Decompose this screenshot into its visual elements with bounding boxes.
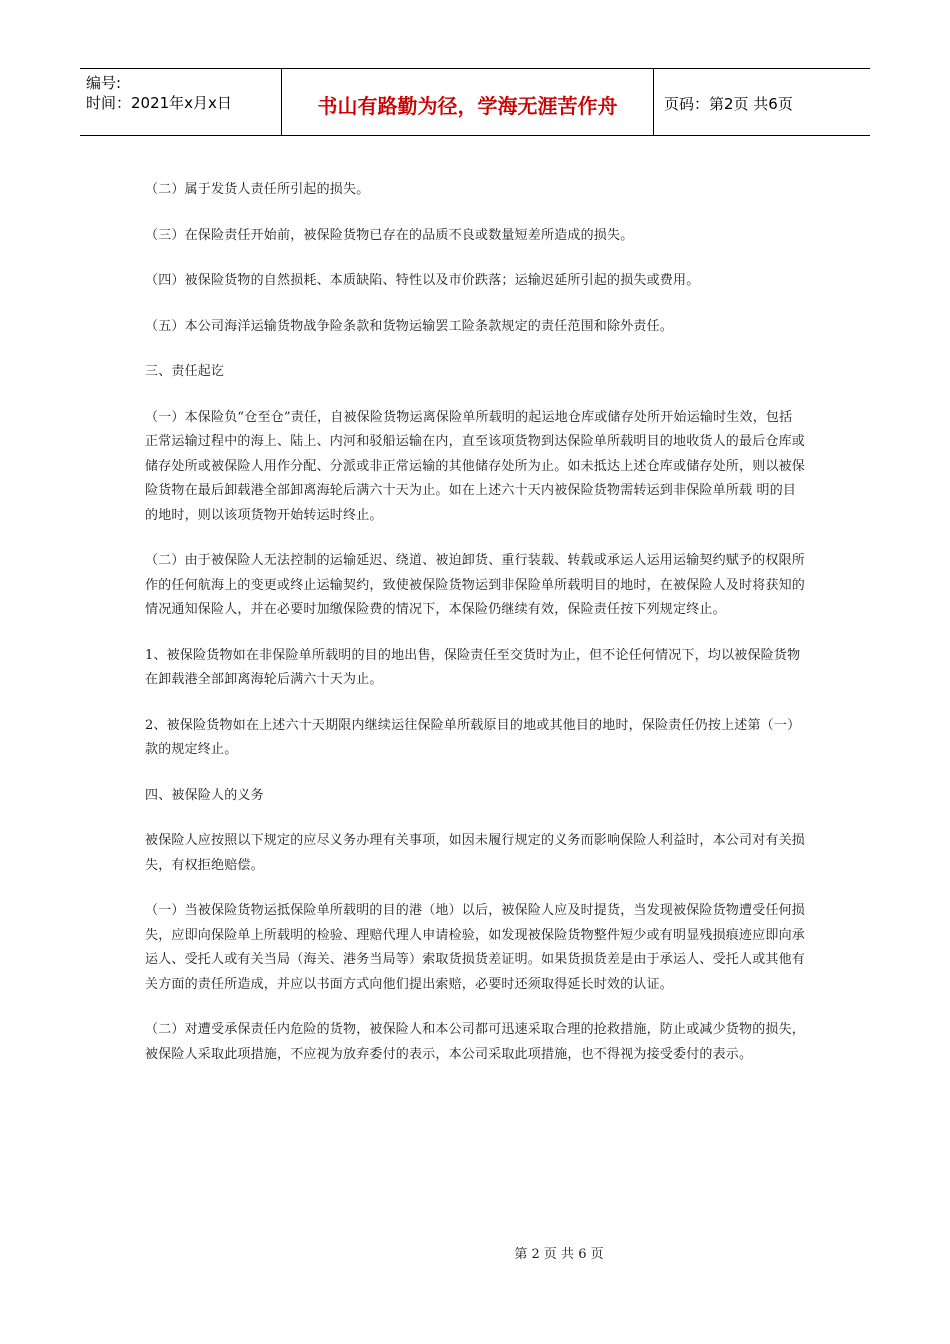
paragraph: （一）当被保险货物运抵保险单所载明的目的港（地）以后，被保险人应及时提货，当发现被保险货物遭受任何损失，应即向保险单上所载明的检验、理赔代理人申请检验，如发现被保险货物整件短少或有明显残损痕迹应即向承运人、受托人或有关当局（海关、港务当局等）索取货损货差证明。如果货损货差是由于承运人、受托人或其他有关方面的责任所造成，并应以书面方式向他们提出索赔，必要时还须取得延长时效的认证。 [145,903,806,992]
paragraph: （五）本公司海洋运输货物战争险条款和货物运输罢工险条款规定的责任范围和除外责任。 [145,318,674,334]
section-heading: 三、责任起讫 [145,364,225,379]
header-meta [80,69,282,135]
paragraph: （二）对遭受承保责任内危险的货物，被保险人和本公司都可迅速采取合理的抢救措施，防止或减少货物的损失，被保险人采取此项措施，不应视为放弃委付的表示，本公司采取此项措施，也不得视为接受委付的表示。 [145,1022,806,1062]
section-heading: 四、被保险人的义务 [145,787,264,803]
paragraph: （二）由于被保险人无法控制的运输延迟、绕道、被迫卸货、重行装载、转载或承运人运用运输契约赋予的权限所作的任何航海上的变更或终止运输契约，致使被保险货物运到非保险单所载明目的地时，在被保险人及时将获知的情况通知保险人，并在必要时加缴保险费的情况下，本保险仍继续有效，保险责任按下列规定终止。 [145,553,806,617]
header-page-info: 页码：第2页 共6页 [664,94,793,113]
paragraph: 1、被保险货物如在非保险单所载明的目的地出售，保险责任至交货时为止，但不论任何情况下，均以被保险货物在卸载港全部卸离海轮后满六十天为止。 [145,647,801,687]
document-body [145,178,805,1088]
document-date: 时间：2021年x月x日 [86,94,232,112]
page-header [80,68,870,136]
paragraph: 被保险人应按照以下规定的应尽义务办理有关事项，如因未履行规定的义务而影响保险人利益时，本公司对有关损失，有权拒绝赔偿。 [145,833,806,873]
document-number-label: 编号: [86,74,122,92]
paragraph: （四）被保险货物的自然损耗、本质缺陷、特性以及市价跌落；运输迟延所引起的损失或费用。 [145,273,700,288]
page-footer: 第 2 页 共 6 页 [514,1247,604,1262]
paragraph: （三）在保险责任开始前，被保险货物已存在的品质不良或数量短差所造成的损失。 [145,227,634,243]
paragraph: 2、被保险货物如在上述六十天期限内继续运往保险单所载原目的地或其他目的地时，保险责任仍按上述第（一）款的规定终止。 [145,717,801,757]
paragraph: （一）本保险负“仓至仓”责任，自被保险货物运离保险单所载明的起运地仓库或储存处所开始运输时生效，包括正常运输过程中的海上、陆上、内河和驳船运输在内，直至该项货物到达保险单所载明目的地收货人的最后仓库或储存处所或被保险人用作分配、分派或非正常运输的其他储存处所为止。如未抵达上述仓库或储存处所，则以被保险货物在最后卸载港全部卸离海轮后满六十天为止。如在上述六十天内被保险货物需转运到非保险单所载 明的目的地时，则以该项货物开始转运时终止。 [145,409,806,523]
header-motto: 书山有路勤为径，学海无涯苦作舟 [282,69,654,135]
paragraph: （二）属于发货人责任所引起的损失。 [145,182,370,197]
